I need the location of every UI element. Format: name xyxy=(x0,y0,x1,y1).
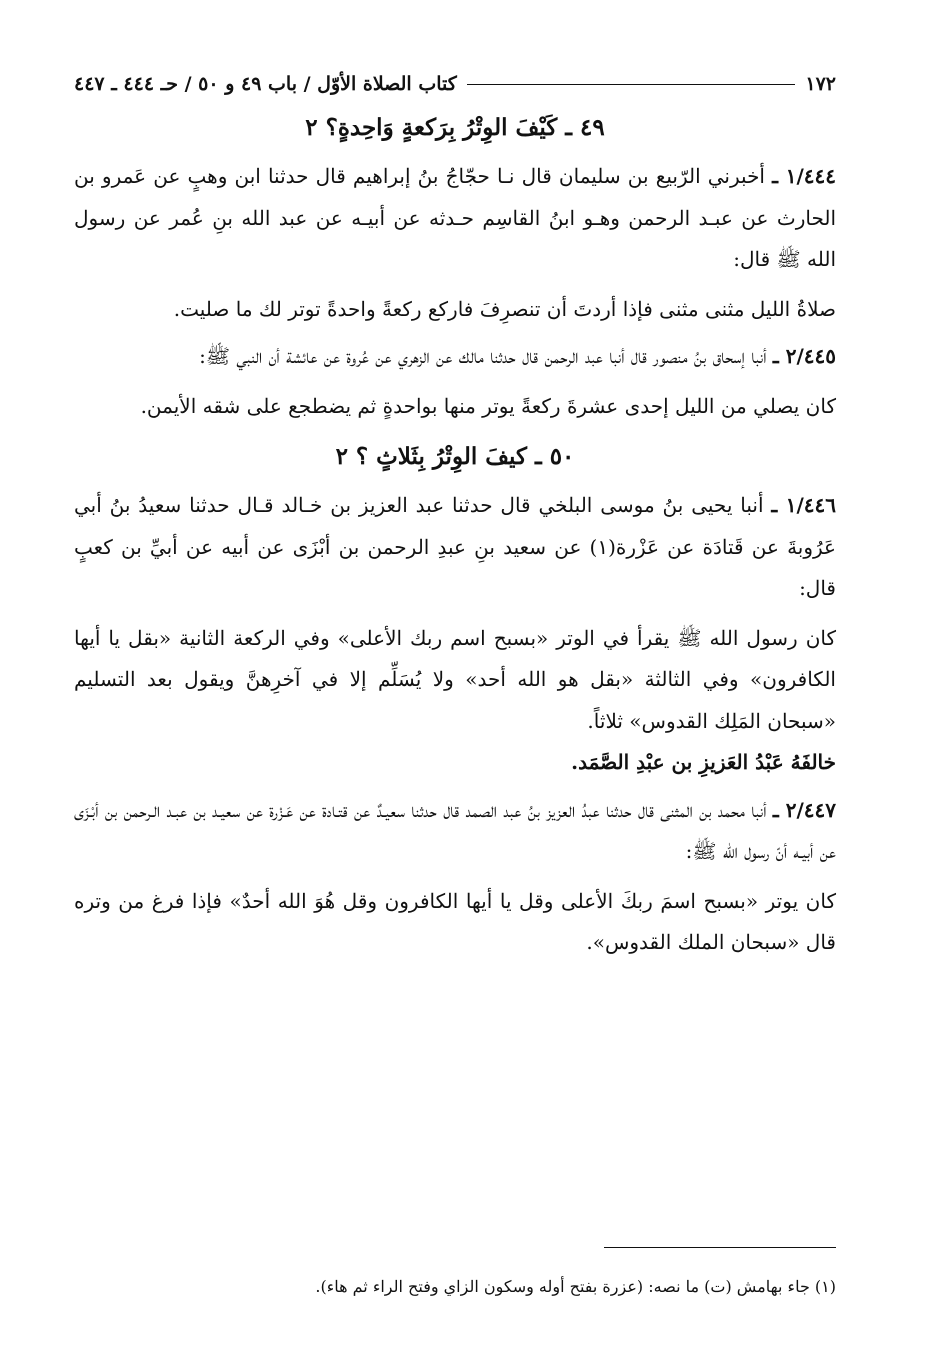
hadith-number: ٢/٤٤٥ ـ xyxy=(772,344,836,368)
footnote-rule xyxy=(604,1247,836,1248)
hadith-447 xyxy=(74,790,836,964)
hadith-444 xyxy=(74,156,836,330)
hadith-number: ١/٤٤٤ ـ xyxy=(772,164,836,188)
hadith-note: خالفَهُ عَبْدُ العَزيزِ بن عبْدِ الصَّمَد. xyxy=(571,750,836,774)
page-number: ١٧٢ xyxy=(805,73,836,95)
running-head xyxy=(74,62,836,106)
hadith-isnad-text: أنبا محمد بن المثنى قال حدثنا عبدُ العزيز بنُ عبد الصمد قال حدثنا سعيـدٌ عن قتـادة عن عَـزْرة عن سعيـد بن عبـد الـرحمن بن أبْـزَى عن أبيـه أنّ رسول الله ﷺ: xyxy=(74,797,836,863)
chapter-title: ٤٩ ـ كَيْفَ الوِتْرُ بِرَكعةٍ وَاحِدةٍ؟ ٢ xyxy=(305,114,605,141)
hadith-isnad-text: أنبا إسحاق بنُ منصور قال أنبا عبد الرحمن قال حدثنا مالك عن الزهري عن عُروة عن عائشة أن النبي ﷺ: xyxy=(199,344,767,368)
hadith-isnad xyxy=(74,790,836,873)
hadith-matn: كان يوتر «بسبح اسمَ ربكَ الأعلى وقل يا أيها الكافرون وقل هُوَ الله أحدٌ» فإذا فرغ من وتره قال «سبحان الملك القدوس». xyxy=(74,888,836,954)
hadith-isnad xyxy=(74,156,836,281)
chapter-title: ٥٠ ـ كيفَ الوِتْرُ بِثَلاثٍ ؟ ٢ xyxy=(335,443,575,470)
hadith-445 xyxy=(74,336,836,427)
hadith-isnad xyxy=(74,485,836,610)
hadith-number: ٢/٤٤٧ ـ xyxy=(772,797,836,822)
hadith-446 xyxy=(74,485,836,784)
hadith-matn: كان رسول الله ﷺ يقرأ في الوتر «بسبح اسم ربك الأعلى» وفي الركعة الثانية «بقل يا أيها الكافرون» وفي الثالثة «بقل هو الله أحد» ولا يُسَلِّم إلا في آخرِهنَّ ويقول بعد التسليم «سبحان المَلِك القدوس» ثلاثاً. xyxy=(74,625,836,733)
hadith-isnad-text: أخبرني الرّبيع بن سليمان قال نـا حجّاجُ بنُ إبراهيم قال حدثنا ابن وهبٍ عن عَمرو بن الحارث عن عبـد الرحمن وهـو ابنُ القاسِم حـدثه عن أبيـه عن عبد الله بنِ عُمر عن رسول الله ﷺ قال: xyxy=(74,164,836,271)
header-rule xyxy=(467,84,796,85)
page xyxy=(74,62,836,1312)
hadith-isnad-text: أنبا يحيى بنُ موسى البلخي قال حدثنا عبد العزيز بن خـالد قـال حدثنا سعيدُ بنُ أبي عَرُوبةَ عن قَتادَة عن عَزْرة(١) عن سعيد بنِ عبدِ الرحمن بن أبْزَى عن أبيه عن أبيِّ بن كعبٍ قال: xyxy=(74,493,836,600)
hadith-number: ١/٤٤٦ ـ xyxy=(771,493,837,517)
chapter-50 xyxy=(74,435,836,964)
hadith-isnad xyxy=(74,336,836,378)
hadith-matn: كان يصلي من الليل إحدى عشرةَ ركعةً يوتر منها بواحدةٍ ثم يضطجع على شقه الأيمن. xyxy=(140,393,836,418)
chapter-49 xyxy=(74,106,836,427)
hadith-matn: صلاةُ الليل مثنى مثنى فإذا أردتَ أن تنصرِفَ فاركع ركعةً واحدةً توتر لك ما صليت. xyxy=(173,296,836,321)
footnote: (١) جاء بهامش (ت) ما نصه: (عزرة بفتح أوله وسكون الزاي وفتح الراء ثم هاء). xyxy=(315,1277,836,1296)
running-head-title: كتاب الصلاة الأوّل / باب ٤٩ و ٥٠ / حـ ٤٤٤ ـ ٤٤٧ xyxy=(74,73,457,95)
